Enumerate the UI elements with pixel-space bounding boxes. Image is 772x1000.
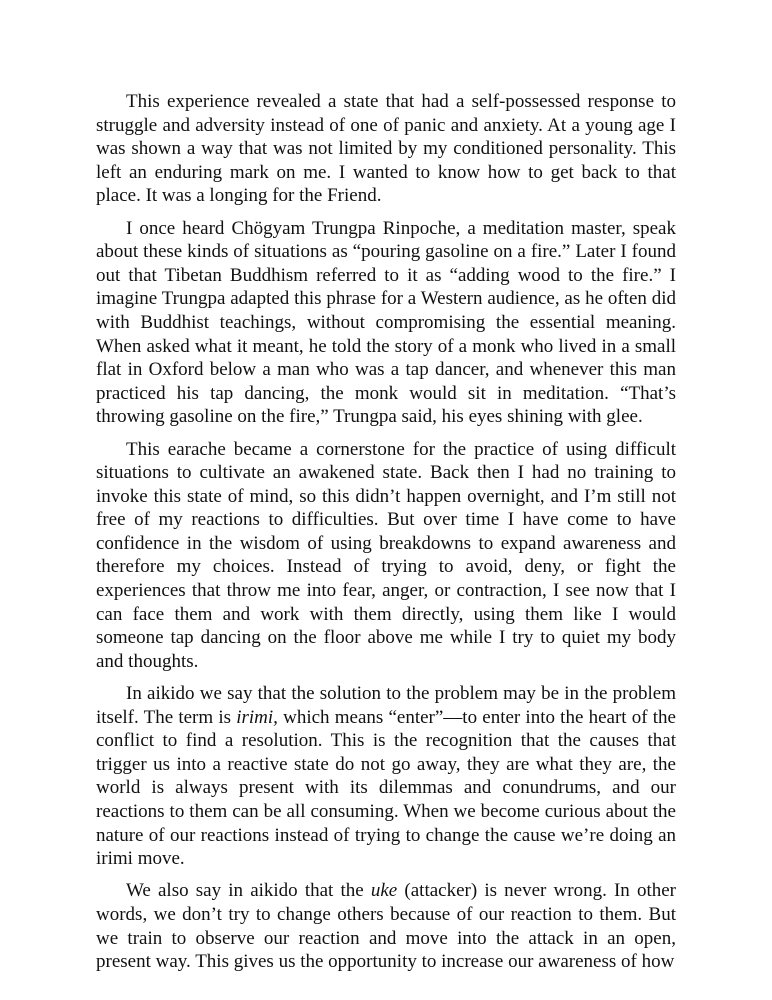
paragraph-text: In aikido we say that the solution to the problem may be in the problem itself. The term is: [96, 683, 676, 728]
paragraph-text: This earache became a cornerstone for the practice of using difficult situations to cultivate an awakened state. Back then I had no training to invoke this state of mind, so this didn’t happen overnight, and I’m still not free of my reactions to difficulties. But over time I have come to have confidence in the wisdom of using breakdowns to expand awareness and therefore my choices. Instead of trying to avoid, deny, or fight the experiences that throw me into fear, anger, or contraction, I see now that I can face them and work with them directly, using them like I would someone tap dancing on the floor above me while I try to quiet my body and thoughts.: [96, 438, 676, 672]
paragraph-text: which means “enter”—to enter into the heart of the conflict to find a resolution. This is the recognition that the causes that trigger us into a reactive state do not go away, they are what they are, the world is always present with its dilemmas and conundrums, and our reactions to them can be all consuming. When we become curious about the nature of our reactions instead of trying to change the cause we’re doing an irimi move.: [96, 706, 676, 870]
paragraph-2: [96, 217, 676, 429]
term-uke: uke: [370, 880, 398, 902]
paragraph-5: [96, 879, 676, 973]
paragraph-4: [96, 682, 676, 871]
term-irimi: irimi,: [236, 706, 278, 728]
paragraph-text: We also say in aikido that the: [126, 880, 371, 902]
paragraph-text: This experience revealed a state that had a self-possessed response to struggle and adversity instead of one of panic and anxiety. At a young age I was shown a way that was not limited by my conditioned personality. This left an enduring mark on me. I wanted to know how to get back to that place. It was a longing for the Friend.: [96, 91, 676, 207]
paragraph-1: [96, 90, 676, 208]
paragraph-3: [96, 438, 676, 674]
book-page: [96, 90, 676, 974]
paragraph-text: (attacker) is never wrong. In other words, we don’t try to change others because of our reaction to them. But we train to observe our reaction and move into the attack in an open, present way. This gives us the opportunity to increase our awareness of how: [96, 880, 677, 973]
paragraph-text: I once heard Chögyam Trungpa Rinpoche, a meditation master, speak about these kinds of situations as “pouring gasoline on a fire.” Later I found out that Tibetan Buddhism referred to it as “adding wood to the fire.” I imagine Trungpa adapted this phrase for a Western audience, as he often did with Buddhist teachings, without compromising the essential meaning. When asked what it meant, he told the story of a monk who lived in a small flat in Oxford below a man who was a tap dancer, and whenever this man practiced his tap dancing, the monk would sit in meditation. “That’s throwing gasoline on the fire,” Trungpa said, his eyes shining with glee.: [96, 217, 676, 428]
